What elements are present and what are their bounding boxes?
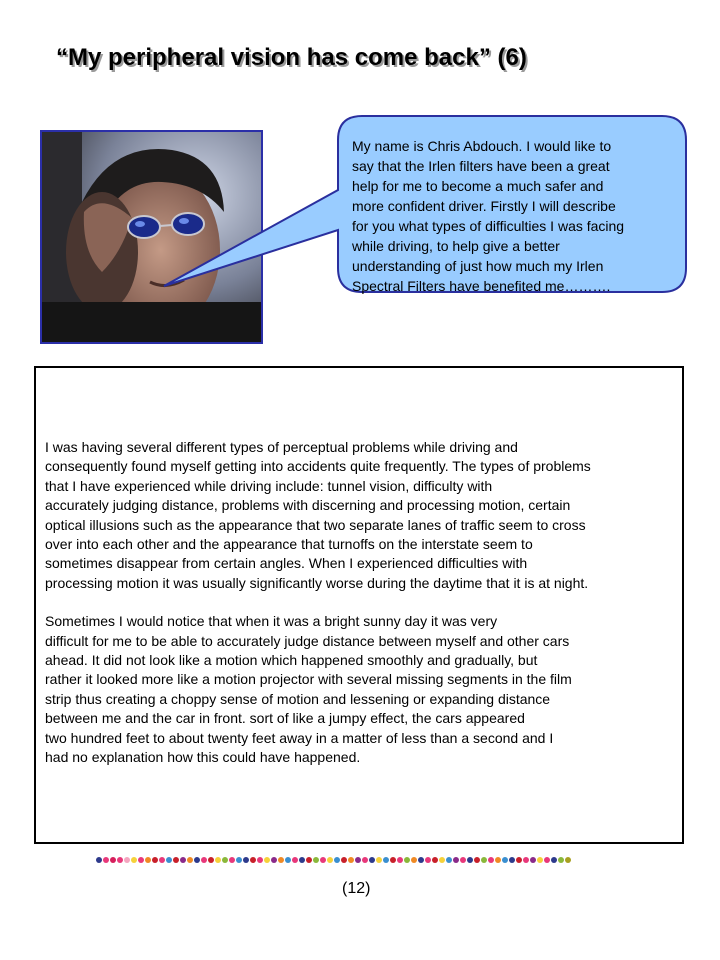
decorative-dot: [145, 857, 151, 863]
story-line: had no explanation how this could have happened.: [45, 749, 361, 766]
decorative-dot: [530, 857, 536, 863]
decorative-dot: [404, 857, 410, 863]
decorative-dot: [390, 857, 396, 863]
bubble-line: Spectral Filters have benefited me……….: [352, 278, 611, 294]
decorative-dot: [313, 857, 319, 863]
decorative-dot: [397, 857, 403, 863]
story-line: consequently found myself getting into accidents quite frequently. The types of problems: [45, 458, 591, 475]
decorative-dot: [250, 857, 256, 863]
decorative-dot: [488, 857, 494, 863]
decorative-dot: [362, 857, 368, 863]
story-line: between me and the car in front. sort of like a jumpy effect, the cars appeared: [45, 710, 525, 727]
story-line: Sometimes I would notice that when it was a bright sunny day it was very: [45, 613, 498, 630]
decorative-dot: [341, 857, 347, 863]
decorative-dot: [334, 857, 340, 863]
decorative-dot: [194, 857, 200, 863]
speech-bubble-text: [352, 136, 678, 296]
bubble-line: while driving, to help give a better: [352, 238, 560, 254]
decorative-dot: [509, 857, 515, 863]
decorative-dot: [474, 857, 480, 863]
paragraph-gap: [45, 593, 675, 612]
story-line: I was having several different types of perceptual problems while driving and: [45, 439, 518, 455]
decorative-dot: [229, 857, 235, 863]
decorative-dot: [117, 857, 123, 863]
decorative-dot: [523, 857, 529, 863]
story-line: rather it looked more like a motion projector with several missing segments in the film: [45, 671, 572, 688]
decorative-dot: [355, 857, 361, 863]
decorative-dot: [124, 857, 130, 863]
decorative-dot: [110, 857, 116, 863]
decorative-dot: [460, 857, 466, 863]
decorative-dot: [131, 857, 137, 863]
decorative-dot: [271, 857, 277, 863]
story-line: two hundred feet to about twenty feet away in a matter of less than a second and I: [45, 729, 554, 746]
decorative-dot: [558, 857, 564, 863]
story-text: [45, 438, 675, 768]
decorative-dot: [285, 857, 291, 863]
story-line: strip thus creating a choppy sense of motion and lessening or expanding distance: [45, 690, 551, 707]
decorative-dot: [257, 857, 263, 863]
story-line: accurately judging distance, problems with discerning and processing motion, certain: [45, 497, 571, 514]
decorative-dot: [383, 857, 389, 863]
decorative-dot: [418, 857, 424, 863]
decorative-dot: [348, 857, 354, 863]
page-title: “My peripheral vision has come back” (6): [56, 44, 527, 71]
decorative-dot: [327, 857, 333, 863]
decorative-dot: [201, 857, 207, 863]
decorative-dot: [425, 857, 431, 863]
bubble-line: more confident driver. Firstly I will describe: [352, 198, 616, 214]
decorative-dot: [306, 857, 312, 863]
story-line: processing motion it was usually significantly worse during the daytime that it is at night.: [45, 574, 589, 591]
decorative-dot: [173, 857, 179, 863]
decorative-dot: [537, 857, 543, 863]
story-line: over into each other and the appearance that turnoffs on the interstate seem to: [45, 536, 533, 553]
decorative-dot: [292, 857, 298, 863]
decorative-dot: [152, 857, 158, 863]
decorative-dot: [516, 857, 522, 863]
decorative-dot: [467, 857, 473, 863]
decorative-dot: [502, 857, 508, 863]
decorative-dot-row: [96, 856, 571, 864]
decorative-dot: [236, 857, 242, 863]
decorative-dot: [222, 857, 228, 863]
decorative-dot: [453, 857, 459, 863]
bubble-line: understanding of just how much my Irlen: [352, 258, 604, 274]
decorative-dot: [215, 857, 221, 863]
bubble-line: say that the Irlen filters have been a great: [352, 158, 610, 174]
decorative-dot: [278, 857, 284, 863]
story-line: sometimes disappear from certain angles. When I experienced difficulties with: [45, 555, 528, 572]
story-line: that I have experienced while driving include: tunnel vision, difficulty with: [45, 477, 493, 494]
decorative-dot: [208, 857, 214, 863]
decorative-dot: [103, 857, 109, 863]
bubble-line: help for me to become a much safer and: [352, 178, 604, 194]
decorative-dot: [264, 857, 270, 863]
decorative-dot: [180, 857, 186, 863]
decorative-dot: [299, 857, 305, 863]
decorative-dot: [187, 857, 193, 863]
decorative-dot: [411, 857, 417, 863]
story-line: ahead. It did not look like a motion which happened smoothly and gradually, but: [45, 652, 538, 669]
decorative-dot: [565, 857, 571, 863]
bubble-line: for you what types of difficulties I was facing: [352, 218, 625, 234]
page-number: (12): [342, 880, 371, 897]
decorative-dot: [376, 857, 382, 863]
bubble-line: My name is Chris Abdouch. I would like to: [352, 138, 612, 154]
decorative-dot: [446, 857, 452, 863]
decorative-dot: [96, 857, 102, 863]
decorative-dot: [439, 857, 445, 863]
decorative-dot: [243, 857, 249, 863]
decorative-dot: [138, 857, 144, 863]
decorative-dot: [432, 857, 438, 863]
story-line: optical illusions such as the appearance that two separate lanes of traffic seem to cross: [45, 516, 586, 533]
decorative-dot: [369, 857, 375, 863]
decorative-dot: [159, 857, 165, 863]
decorative-dot: [495, 857, 501, 863]
story-line: difficult for me to be able to accurately judge distance between myself and other cars: [45, 632, 570, 649]
decorative-dot: [551, 857, 557, 863]
decorative-dot: [544, 857, 550, 863]
decorative-dot: [320, 857, 326, 863]
decorative-dot: [481, 857, 487, 863]
decorative-dot: [166, 857, 172, 863]
